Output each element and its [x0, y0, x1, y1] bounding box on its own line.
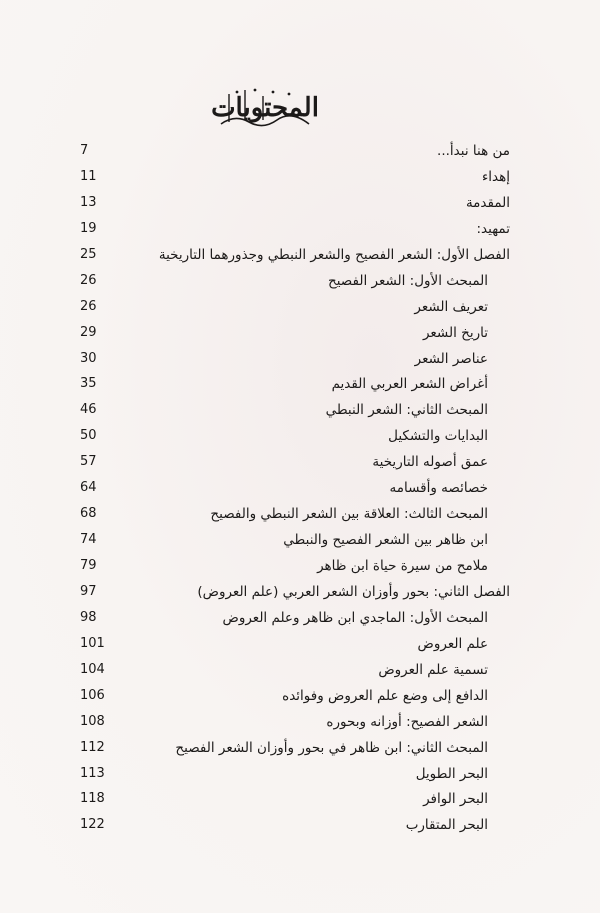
toc-entry [0, 815, 600, 841]
table-of-contents [0, 141, 600, 841]
toc-entry-page-number: 25 [80, 246, 97, 262]
toc-entry-title: البحر الطويل [415, 765, 488, 782]
toc-entry-title: خصائصه وأقسامه [389, 480, 488, 497]
toc-entry-page-number: 26 [80, 298, 97, 314]
toc-entry-page-number: 7 [80, 143, 89, 158]
toc-entry-page-number: 122 [80, 817, 105, 833]
toc-entry-title: عمق أصوله التاريخية [372, 454, 488, 471]
toc-entry-page-number: 108 [80, 713, 105, 729]
toc-entry-page-number: 112 [80, 739, 105, 755]
toc-entry-title: الفصل الثاني: بحور وأوزان الشعر العربي (علم العروض) [197, 583, 510, 600]
toc-entry [0, 764, 600, 790]
toc-entry [0, 452, 600, 478]
toc-entry-page-number: 50 [80, 428, 97, 444]
toc-entry [0, 582, 600, 608]
toc-entry [0, 167, 600, 193]
toc-entry [0, 297, 600, 323]
toc-entry-page-number: 106 [80, 687, 105, 703]
toc-entry-title: ابن ظاهر بين الشعر الفصيح والنبطي [283, 532, 488, 549]
toc-entry-page-number: 118 [80, 791, 105, 807]
toc-entry-title: إهداء [481, 168, 510, 185]
toc-entry [0, 349, 600, 375]
toc-entry-title: الدافع إلى وضع علم العروض وفوائده [282, 687, 488, 704]
toc-entry [0, 712, 600, 738]
toc-entry [0, 686, 600, 712]
page-title: المحتويات [211, 93, 319, 123]
toc-entry-title: المبحث الثالث: العلاقة بين الشعر النبطي والفصيح [210, 506, 488, 523]
toc-entry [0, 193, 600, 219]
toc-entry-title: المبحث الأول: الماجدي ابن ظاهر وعلم العروض [222, 609, 488, 626]
toc-entry-page-number: 104 [80, 661, 105, 677]
toc-entry-page-number: 26 [80, 272, 97, 288]
toc-entry-title: المبحث الأول: الشعر الفصيح [328, 272, 488, 289]
toc-entry-page-number: 64 [80, 480, 97, 496]
toc-entry [0, 634, 600, 660]
toc-entry-page-number: 113 [80, 765, 105, 781]
toc-entry-title: البدايات والتشكيل [388, 428, 488, 445]
toc-entry-title: تمهيد: [476, 220, 510, 237]
toc-entry [0, 789, 600, 815]
toc-entry-title: البحر الوافر [423, 791, 488, 808]
toc-entry-page-number: 29 [80, 324, 97, 340]
toc-entry [0, 530, 600, 556]
toc-entry-page-number: 30 [80, 350, 97, 366]
toc-entry [0, 504, 600, 530]
toc-entry-title: أغراض الشعر العربي القديم [331, 376, 488, 393]
toc-entry-title: المبحث الثاني: ابن ظاهر في بحور وأوزان الشعر الفصيح [175, 739, 488, 756]
toc-entry-page-number: 97 [80, 583, 97, 599]
toc-entry-title: تاريخ الشعر [422, 324, 488, 341]
toc-entry [0, 556, 600, 582]
toc-entry-title: المقدمة [465, 194, 510, 211]
toc-entry-title: البحر المتقارب [405, 817, 488, 834]
toc-entry-page-number: 11 [80, 168, 97, 184]
toc-entry-page-number: 68 [80, 506, 97, 522]
toc-entry-page-number: 19 [80, 220, 97, 236]
toc-entry [0, 478, 600, 504]
toc-entry-page-number: 79 [80, 558, 97, 573]
toc-entry-page-number: 101 [80, 635, 105, 651]
toc-entry [0, 219, 600, 245]
toc-entry-title: ملامح من سيرة حياة ابن ظاهر [317, 558, 488, 574]
toc-entry [0, 608, 600, 634]
toc-entry-title: تسمية علم العروض [378, 661, 488, 678]
toc-entry [0, 426, 600, 452]
toc-entry-page-number: 57 [80, 454, 97, 470]
toc-entry-page-number: 35 [80, 376, 97, 392]
toc-entry [0, 141, 600, 167]
toc-entry-title: من هنا نبدأ... [437, 143, 510, 159]
toc-entry [0, 245, 600, 271]
toc-entry [0, 400, 600, 426]
toc-entry-page-number: 46 [80, 402, 97, 418]
toc-entry [0, 374, 600, 400]
toc-entry [0, 738, 600, 764]
toc-entry [0, 271, 600, 297]
toc-entry [0, 323, 600, 349]
toc-entry-title: المبحث الثاني: الشعر النبطي [325, 402, 488, 419]
toc-entry-page-number: 98 [80, 609, 97, 625]
toc-entry-page-number: 13 [80, 194, 97, 210]
toc-entry-title: تعريف الشعر [414, 298, 488, 315]
toc-entry-title: الفصل الأول: الشعر الفصيح والشعر النبطي وجذورهما التاريخية [158, 246, 510, 263]
toc-entry-title: علم العروض [417, 635, 488, 652]
toc-entry-title: عناصر الشعر [414, 350, 488, 367]
toc-entry-title: الشعر الفصيح: أوزانه وبحوره [326, 713, 488, 730]
toc-entry [0, 660, 600, 686]
toc-entry-page-number: 74 [80, 532, 97, 548]
contents-heading [211, 84, 319, 132]
